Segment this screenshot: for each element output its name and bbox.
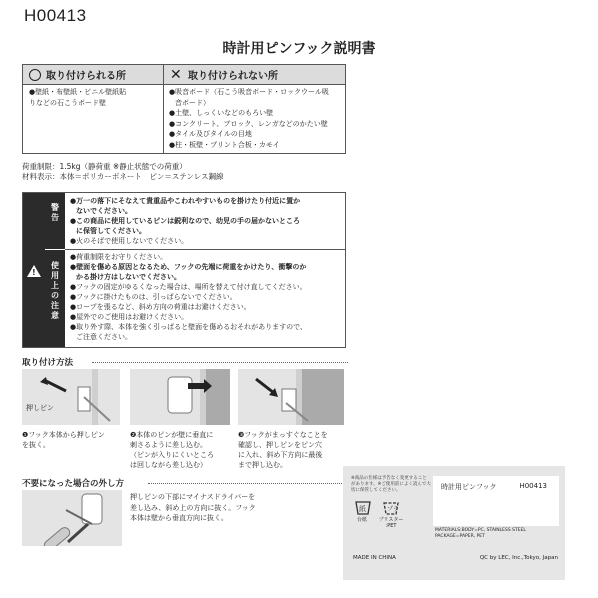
- vertical-char: 意: [51, 311, 59, 320]
- warning-line: ●この商品に使用しているピンは鋭利なので、幼児の手の届かないところ: [70, 217, 300, 225]
- removal-title: 不要になった場合の外し方: [22, 479, 125, 489]
- step3-caption: ❸フックがまっすぐなことを 確認し、押しピンをピン穴 に入れ、斜め下方向に最後 まで押し込む。: [238, 431, 328, 469]
- cross-icon: ✕: [170, 66, 182, 83]
- ng-body: [169, 87, 345, 150]
- svg-text:紙: 紙: [359, 505, 366, 513]
- ok-body: ●壁紙・布壁紙・ビニル壁紙貼 りなどの石こうボード壁: [29, 88, 127, 107]
- caution-text: [70, 252, 341, 342]
- material-info: 材料表示：本体＝ポリカーボネート ピン＝ステンレス鋼線: [22, 172, 224, 181]
- vertical-char: 注: [51, 301, 59, 310]
- removal-illustration: [22, 490, 122, 546]
- ng-item: ●柱・板壁・プリント合板・カモイ: [169, 140, 280, 149]
- vertical-label-text: [45, 203, 65, 223]
- warning-text: [70, 196, 341, 246]
- tag-materials: MATERIALS:BODY=PC, STAINLESS STEEL PACKAGE=PAPER, PET: [435, 528, 526, 539]
- caution-line: ●屋外でのご使用はお避けください。: [70, 313, 189, 321]
- vertical-char: 上: [51, 281, 59, 290]
- vertical-label-text: [45, 261, 65, 321]
- step1-illustration: [22, 369, 120, 425]
- warning-line: ●火のそばで使用しないでください。: [70, 237, 189, 245]
- caution-line: ●フックの固定がゆるくなった場合は、場所を替えて付け直してください。: [70, 283, 307, 291]
- tag-code: H00413: [519, 482, 547, 490]
- step3-illustration: [238, 369, 344, 425]
- warning-line: ないでください。: [76, 207, 132, 215]
- caution-line: ●荷重制限をお守りください。: [70, 253, 168, 261]
- ng-item: 音ボード）: [175, 98, 210, 107]
- ok-header: [23, 65, 163, 85]
- caution-line: ●壁面を傷める原因となるため、フックの先端に荷重をかけたり、衝撃のか: [70, 263, 307, 271]
- ng-title: 取り付けられない所: [188, 71, 278, 82]
- caution-line: ●取り外す際、本体を強く引っぱると壁面を傷めるおそれがありますので、: [70, 323, 307, 331]
- made-in: MADE IN CHINA: [353, 555, 396, 561]
- warning-box: [22, 192, 346, 348]
- caution-label: [45, 261, 65, 321]
- pin-hook-illustration: [22, 369, 120, 425]
- vertical-char: 用: [51, 271, 59, 280]
- step1-caption: ❶フック本体から押しピン を抜く。: [22, 431, 105, 449]
- product-code: H00413: [24, 6, 87, 25]
- product-tag: [343, 466, 565, 580]
- warning-line: ●万一の落下にそなえて貴重品やこわれやすいものを掛けたり付近に置か: [70, 197, 301, 205]
- circle-icon: [29, 69, 41, 81]
- company: QC by LEC, Inc.,Tokyo, Japan: [479, 555, 558, 561]
- ok-title: 取り付けられる所: [46, 71, 126, 82]
- caution-line: かる掛け方はしないでください。: [76, 273, 181, 281]
- placement-table: [22, 64, 346, 154]
- vertical-char: 使: [51, 261, 59, 270]
- table-divider: [163, 65, 164, 153]
- svg-text:プラ: プラ: [387, 506, 400, 513]
- exclamation-icon: !: [32, 268, 36, 277]
- screwdriver-illustration: [22, 490, 122, 546]
- tag-note: ※商品の仕様は予告なく変更することがあります。※ご使用前によく読んで大切に保管してください。: [351, 476, 431, 493]
- tag-title: 時計用ピンフック: [441, 483, 497, 491]
- howto-title: 取り付け方法: [22, 358, 74, 368]
- plastic-recycle-label: ブリスター :PET: [378, 517, 404, 529]
- push-pin-label: 押しピン: [26, 404, 54, 412]
- step2-illustration: [130, 369, 230, 425]
- section-separator: [65, 249, 345, 250]
- ng-item: ●タイル及びタイルの目地: [169, 130, 252, 138]
- paper-recycle-mark: [354, 500, 372, 516]
- ng-item: ●土壁、しっくいなどのもろい壁: [169, 109, 274, 117]
- vertical-char: 警: [51, 203, 59, 212]
- load-limit: 荷重制限：1.5kg（静荷重 ※静止状態での荷重）: [22, 162, 187, 171]
- page-title: 時計用ピンフック説明書: [222, 41, 376, 57]
- dotted-rule: [148, 483, 348, 484]
- vertical-char: 告: [51, 213, 59, 222]
- ng-item: ●吸音ボード（石こう吸音ボード・ロックウール吸: [169, 88, 329, 96]
- vertical-char: の: [51, 291, 59, 300]
- ng-header: [164, 65, 345, 85]
- tag-label: [433, 476, 559, 526]
- caution-line: ●ロープを張るなど、斜め方向の荷重はお避けください。: [70, 303, 251, 311]
- warning-label: [45, 203, 65, 223]
- caution-line: ご注意ください。: [76, 333, 132, 341]
- push-in-illustration: [238, 369, 344, 425]
- caution-line: ●フックに掛けたものは、引っぱらないでください。: [70, 293, 237, 301]
- insert-illustration: [130, 369, 230, 425]
- sidebar-separator: [45, 249, 65, 250]
- ng-item: ●コンクリート、ブロック、レンガなどのかたい壁: [169, 119, 328, 128]
- dotted-rule: [92, 362, 348, 363]
- removal-text: 押しピンの下部にマイナスドライバーを 差し込み、斜め上の方向に抜く。フック 本体は壁から垂直方向に抜く。: [130, 493, 256, 522]
- step2-caption: ❷本体のピンが壁に垂直に 刺さるように差し込む。 （ピンが入りにくいところ は回しながら差し込む）: [130, 431, 214, 469]
- plastic-recycle-mark: [381, 500, 401, 516]
- paper-recycle-label: 台紙: [356, 517, 367, 523]
- warning-line: に保管してください。: [76, 227, 146, 235]
